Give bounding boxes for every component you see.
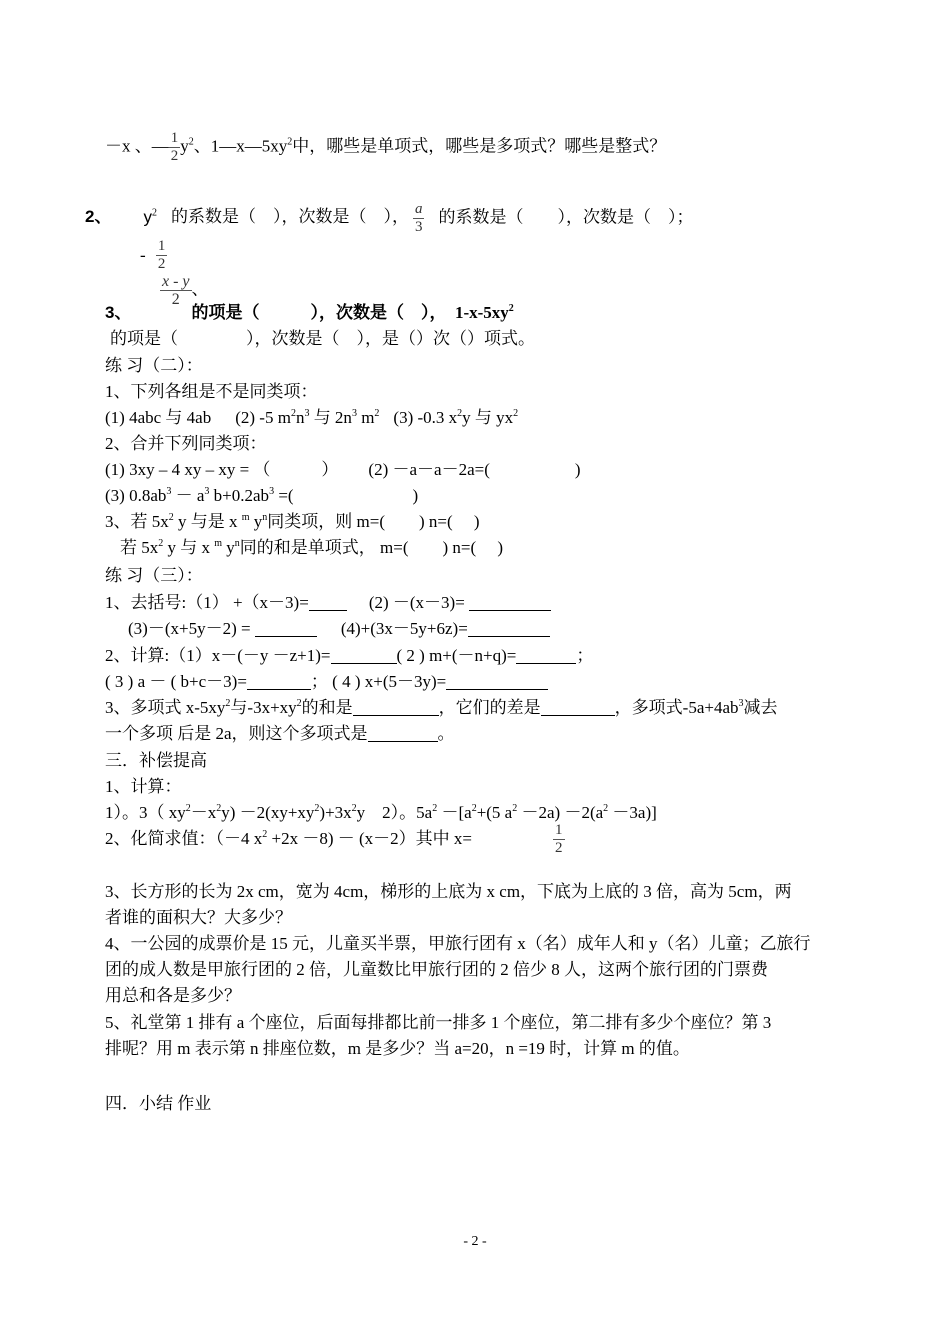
q2-fraction-expr: - $\frac{1}{2}$ (140, 238, 166, 272)
s3-q3-line2: 者谁的面积大？大多少？ (105, 908, 292, 927)
fraction-neg-half: $\frac{1}{2}$ (157, 238, 166, 272)
blank[interactable] (331, 647, 397, 664)
blank[interactable] (516, 647, 576, 664)
s3-q2: 2、化简求值：（－4 $x^2 +2x -8) - (x-2)$其中 x= (105, 829, 472, 848)
ex2-q2-item3: (3) $0.8ab^3 - a^3$ $b+0.2ab^3$ =( ) (105, 486, 419, 505)
ex2-q1-items: (1) 4abc 与 4ab (2) -5 $m^2n^3$ 与 $2n^3$ $m^2$ (3) -0.3 $x^2y$ 与 $yx^2$ (105, 408, 519, 427)
ex2-q1: 1、下列各组是不是同类项： (105, 382, 318, 401)
fraction-a-over-3: $\frac{a}{3}$ (414, 201, 423, 235)
question-2: 2、 $y^2$ 的系数是（ ），次数是（ ）， $\frac{a}{3}$ 的系数是（ ），次数是（ ）； (85, 201, 694, 235)
section-3-title: 三．补偿提高 (105, 751, 207, 770)
ex3-q3: 3、多项式 $x-5xy^2$与$-3x+xy^2$的和是 ，它们的差是 ，多项式$-5a+4ab^3$减去 (105, 698, 778, 717)
section-4-title: 四．小结 作业 (105, 1094, 212, 1113)
ex2-q2-items: (1) 3xy – 4 xy – xy = （ ） (2) －a－a－2a=( ) (105, 460, 581, 479)
intro-line: －x 、— $\frac{1}{2}$ $y^2$、$1—x—5xy^2$中，哪些是单项式，哪些是多项式？哪些是整式？ (105, 130, 667, 164)
blank[interactable] (247, 673, 311, 690)
exercise-3-title: 练 习（三）： (105, 566, 203, 585)
q3-line2: 的项是（ ），次数是（ ），是（）次（）项式。 (110, 329, 535, 348)
ex3-q2: 2、计算:（1）x－(－y －z+1)= ( 2 ) m+(－n+q)= ； (105, 646, 594, 665)
s3-q4-line3: 用总和各是多少？ (105, 986, 241, 1005)
fraction-half: $\frac{1}{2}$ (555, 822, 563, 856)
q2-fraction-xy: $\frac{x - y}{2}$ 、 (162, 273, 209, 308)
ex3-q2-row2: ( 3 ) a － ( b+c－3)= ； ( 4 ) x+(5－3y)= (105, 671, 548, 693)
s3-q4-line2: 团的成人数是甲旅行团的 2 倍，儿童数比甲旅行团的 2 倍少 8 人，这两个旅行团的门票费 (105, 960, 768, 979)
s3-q1: 1、计算： (105, 777, 182, 796)
ex2-q2: 2、合并下列同类项： (105, 434, 267, 453)
s3-q4-line1: 4、一公园的成票价是 15 元，儿童买半票，甲旅行团有 x（名）成年人和 y（名）儿童；乙旅行 (105, 934, 811, 953)
blank[interactable] (468, 620, 550, 637)
ex2-q3a: 3、若 $5x^2$ y 与是 x $^m$ $y^n$同类项，则 m=( ) n=( ) (105, 512, 480, 531)
ex2-q3b: 若 $5x^2$ y 与 x $^m$ $y^n$同的和是单项式， m=( ) n=( ) (120, 538, 504, 557)
blank[interactable] (368, 725, 438, 742)
exercise-2-title: 练 习（二）： (105, 356, 203, 375)
blank[interactable] (255, 620, 317, 637)
s3-q1-items: 1）。3（ $xy^2-x^2y) -2(xy+xy^2)+3x^2y$ 2）。$5a^2 -[a^2+(5$ $a^2 -2a) -2(a^2 -3a)$] (105, 803, 657, 822)
blank[interactable] (309, 594, 347, 611)
blank[interactable] (446, 673, 548, 690)
page-number: - 2 - (463, 1234, 487, 1249)
ex3-q1: 1、去括号:（1） +（x－3)= (2) －(x－3)= (105, 592, 551, 614)
s3-q5-line2: 排呢？用 m 表示第 n 排座位数，m 是多少？当 a=20，n =19 时，计算 m 的值。 (105, 1039, 690, 1058)
q2-number: 2、 (85, 207, 112, 227)
fraction-x-minus-y: $\frac{x - y}{2}$ (162, 273, 190, 308)
question-3: 3、 的项是（ ），次数是（ ）， $1-x-5xy^2$ (105, 303, 514, 322)
ex3-q1-row2: (3)－(x+5y－2) = (4)+(3x－5y+6z)= (128, 618, 550, 640)
blank[interactable] (541, 699, 615, 716)
s3-q2-fraction (553, 822, 565, 857)
blank[interactable] (469, 594, 551, 611)
fraction-half: $\frac{1}{2}$ (170, 130, 179, 164)
s3-q3-line1: 3、长方形的长为 2x cm，宽为 4cm，梯形的上底为 x cm，下底为上底的 3 倍，高为 5cm，两 (105, 882, 792, 901)
blank[interactable] (353, 699, 439, 716)
intro-text-a: －x 、— (105, 136, 169, 156)
s3-q5-line1: 5、礼堂第 1 排有 a 个座位，后面每排都比前一排多 1 个座位，第二排有多少个座位？第 3 (105, 1013, 772, 1032)
ex3-q3-row2: 一个多项 后是 2a，则这个多项式是 。 (105, 724, 455, 743)
